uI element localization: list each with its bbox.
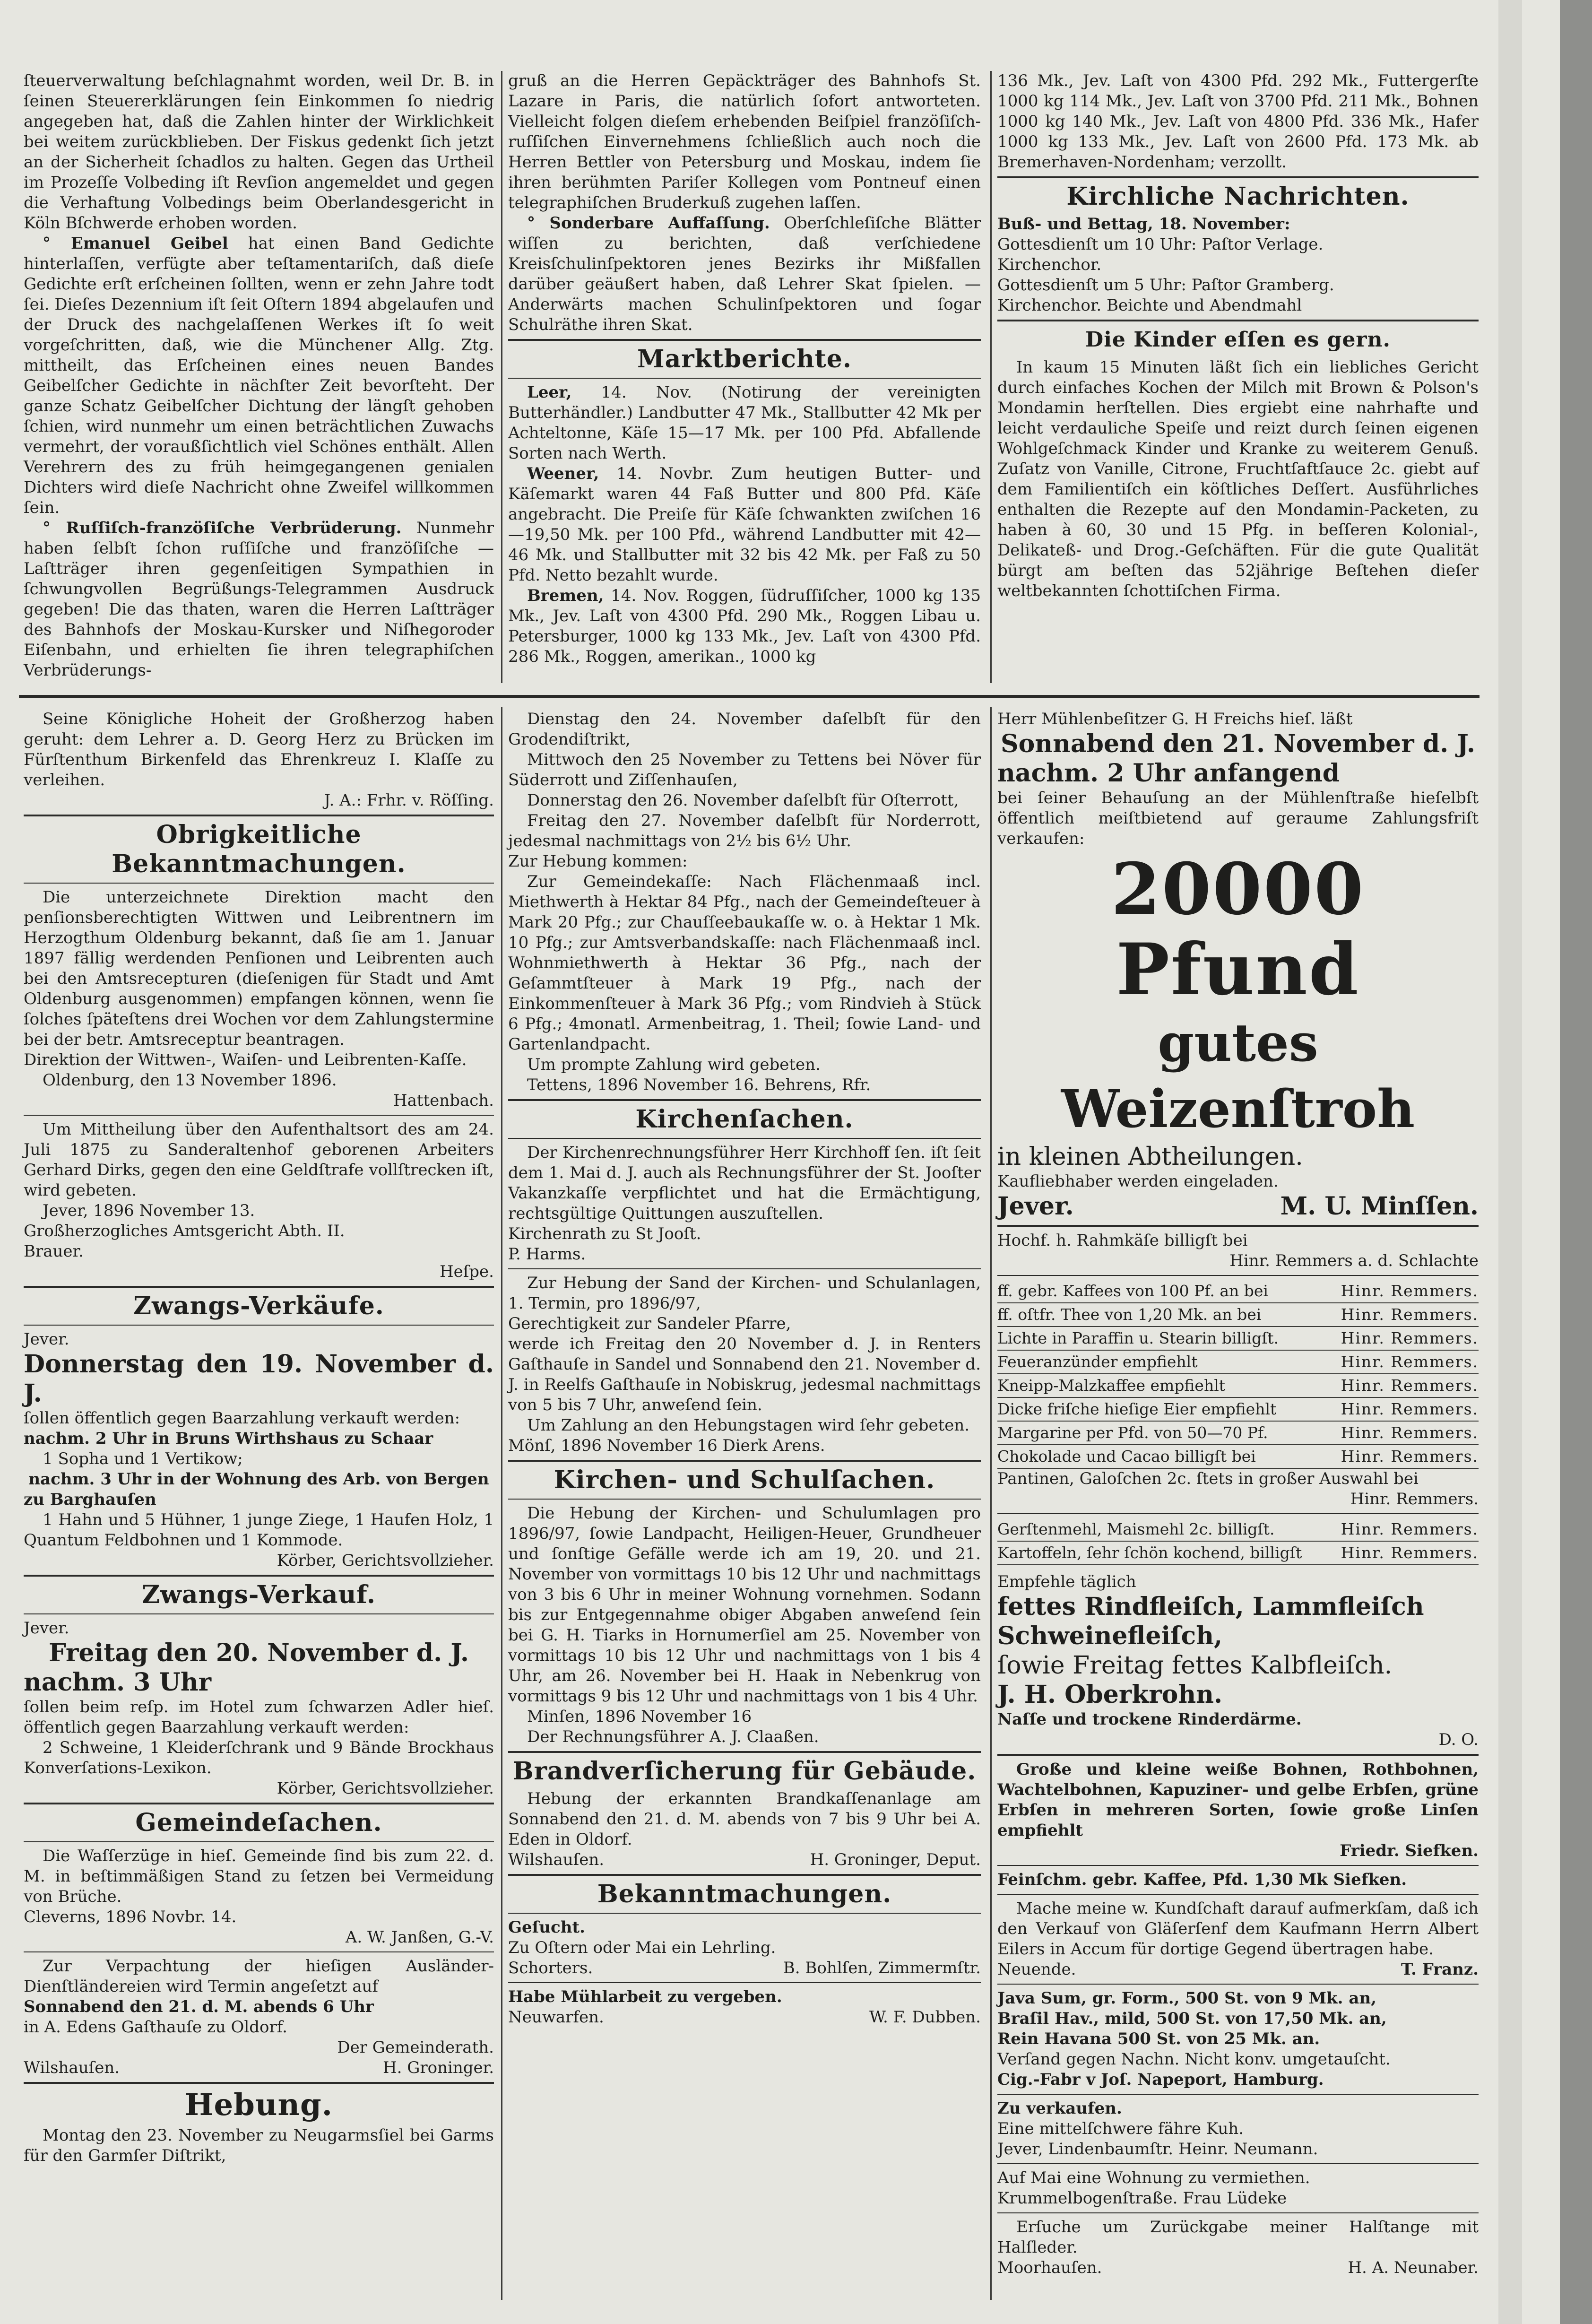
top-c2-p4 bbox=[508, 464, 981, 586]
top-c2-p0: gruß an die Herren Gepäckträger des Bahnhofs St. Lazare in Paris, die natürlich ſofort antworteten. Vielleicht folgen dieſem erhebenden Beiſpiel franzöſiſch-ruſſiſchen Einvernehmens ſchließlich auch noch die Herren Bettler von Petersburg und Moskau, indem ſie ihren berühmten Pariſer Kollegen vom Pontneuf einen telegraphiſchen Bruderkuß zugehen laſſen. bbox=[508, 71, 981, 212]
remmers-item: Dicke friſche hieſige Eier empfiehlt bbox=[997, 1400, 1277, 1418]
remmers-seller: Hinr. Remmers. bbox=[1341, 1305, 1479, 1324]
z1-items2: 1 Hahn und 5 Hühner, 1 junge Ziege, 1 Haufen Holz, 1 Quantum Feldbohnen und 1 Kommode. bbox=[24, 1510, 494, 1550]
s1-text: Die Hebung der Kirchen- und Schulumlagen pro 1896/97, ſowie Landpacht, Heiligen-Heuer, Grundheuer und ſonſtige Gefälle werde ich am 19, 20. und 21. November von vormittags 10 bis 12 Uhr und nachmittags von 3 bis 6 Uhr in meiner Wohnung vornehmen. Sodann bis zur Entgegennahme obiger Abgaben anweſend ſein bei G. H. Tiarks in Hornumerſiel am 25. November von vormittags 10 bis 12 Uhr und nachmittags von 1 bis 4 Uhr, am 26. November bei H. Haak in Nebenkrug von vormittags 9 bis 12 Uhr und nachmittags von 1 bis 4 Uhr. bbox=[508, 1504, 981, 1706]
k1-signature: P. Harms. bbox=[508, 1245, 586, 1264]
rule bbox=[24, 2082, 494, 2084]
m-name1: B. Bohlſen, Zimmermſtr. bbox=[783, 1959, 981, 1977]
remmers-seller: Hinr. Remmers. bbox=[1341, 1400, 1479, 1418]
meat-line3: ſowie Freitag fettes Kalbfleiſch. bbox=[997, 1651, 1393, 1680]
z1-signature: Körber, Gerichtsvollzieher. bbox=[277, 1551, 494, 1570]
remmers-row bbox=[997, 1398, 1479, 1422]
remmers-item: ff. oſtfr. Thee von 1,20 Mk. an bei bbox=[997, 1305, 1262, 1324]
g2-name: H. Groninger. bbox=[382, 2058, 494, 2077]
remmers-row bbox=[997, 1518, 1479, 1542]
pantinen-ad: Pantinen, Galoſchen 2c. ſtets in großer Auswahl bei bbox=[997, 1469, 1419, 1488]
remmers-row bbox=[997, 1542, 1479, 1565]
rule bbox=[508, 1982, 981, 1983]
dirks-date: Jever, 1896 November 13. bbox=[43, 1201, 255, 1220]
remmers-ads bbox=[997, 1280, 1479, 1469]
rule bbox=[24, 1613, 494, 1614]
beans-seller: Friedr. Siefken. bbox=[1340, 1841, 1479, 1860]
remmers-row bbox=[997, 1374, 1479, 1398]
section-divider bbox=[19, 695, 1480, 698]
sale-item: Eine mittelſchwere fähre Kuh. bbox=[997, 2119, 1244, 2138]
rule bbox=[508, 1499, 981, 1500]
straw-town: Jever. bbox=[997, 1192, 1074, 1221]
rule bbox=[24, 1286, 494, 1288]
straw-desc: bei ſeiner Behauſung an der Mühlenſtraße hieſelbſt öffentlich meiſtbietend auf geraume Zahlungsfriſt verkaufen: bbox=[997, 789, 1479, 848]
hebung-a1: Dienstag den 24. November daſelbſt für den Grodendiſtrikt, bbox=[508, 710, 981, 749]
column-divider bbox=[501, 707, 502, 2300]
g1-date: Cleverns, 1896 Novbr. 14. bbox=[24, 1908, 237, 1926]
remmers-seller: Hinr. Remmers. bbox=[1341, 1544, 1479, 1562]
heading-zwangs-verkaeufe: Zwangs-Verkäufe. bbox=[133, 1292, 384, 1320]
cigar-4: Verſand gegen Nachn. Nicht konv. umgetauſcht. bbox=[997, 2050, 1391, 2069]
top-c2-p4-text: 14. Novbr. Zum heutigen Butter- und Käſemarkt waren 44 Faß Butter und 800 Pfd. Käſe angebracht. Die Preiſe für Käſe ſchwankten zwiſchen 16—19,50 Mk. per 100 Pfd., während Landbutter mit 42—46 Mk. und Stallbutter mit 32 bis 42 Mk. per Faß zu 50 Pfd. Netto bezahlt wurde. bbox=[508, 464, 981, 585]
remmers-seller: Hinr. Remmers. bbox=[1341, 1353, 1479, 1371]
rule bbox=[997, 2094, 1479, 2095]
hebung-a5: Zur Hebung kommen: bbox=[508, 852, 688, 871]
rule bbox=[997, 1275, 1479, 1276]
remmers-row bbox=[997, 1280, 1479, 1303]
rule bbox=[508, 339, 981, 341]
remmers-item: ff. gebr. Kaffees von 100 Pf. an bei bbox=[997, 1282, 1268, 1300]
m-lehrling: Zu Oſtern oder Mai ein Lehrling. bbox=[508, 1938, 776, 1957]
rule bbox=[24, 1575, 494, 1577]
meat-line1: fettes Rindfleiſch, Lammfleiſch bbox=[997, 1592, 1424, 1621]
top-column-3 bbox=[997, 71, 1479, 601]
top-c2-p5 bbox=[508, 586, 981, 667]
rule bbox=[997, 2163, 1479, 2164]
remmers-item: Kartoffeln, ſehr ſchön kochend, billigſt bbox=[997, 1544, 1302, 1562]
return-town: Moorhauſen. bbox=[997, 2258, 1102, 2277]
z2-items: 2 Schweine, 1 Kleiderſchrank und 9 Bände Brockhaus Konverſations-Lexikon. bbox=[24, 1738, 494, 1778]
rule bbox=[997, 320, 1479, 321]
k2-text: Zur Hebung der Sand der Kirchen- und Schulanlagen, 1. Termin, pro 1896/97, bbox=[508, 1274, 981, 1313]
g1-text: Die Waſſerzüge in hieſ. Gemeinde ſind bis zum 22. d. M. in beſtimmäßigen Stand zu ſetzen bei Vermeidung von Brüche. bbox=[24, 1847, 494, 1906]
b1-text: Hebung der erkannten Brandkaſſenanlage am Sonnabend den 21. d. M. abends von 7 bis 9 Uhr bei A. Eden in Oldorf. bbox=[508, 1789, 981, 1849]
mustard-town: Neuende. bbox=[997, 1960, 1076, 1979]
top-c1-p2-lead: ° Ruſſiſch-franzöſiſche Verbrüderung. bbox=[43, 519, 402, 538]
remmers-seller: Hinr. Remmers. bbox=[1341, 1423, 1479, 1442]
rule bbox=[508, 1138, 981, 1139]
remmers-item: Lichte in Paraffin u. Stearin billigſt. bbox=[997, 1329, 1279, 1347]
rule bbox=[997, 1754, 1479, 1756]
z2-place: Jever. bbox=[24, 1619, 69, 1638]
top-c2-p3-lead: Leer, bbox=[527, 383, 572, 402]
top-c2-p5-text: 14. Nov. Roggen, ſüdruſſiſcher, 1000 kg 135 Mk., Jev. Laſt von 4300 Pfd. 290 Mk., Roggen Libau u. Petersburger, 1000 kg 133 Mk., Jev. Laſt von 4300 Pfd. 286 Mk., Roggen, amerikan., 1000 kg bbox=[508, 586, 981, 666]
top-c3-line5: Kirchenchor. Beichte und Abendmahl bbox=[997, 296, 1302, 315]
heading-marktberichte: Marktberichte. bbox=[637, 345, 852, 373]
top-c1-p1 bbox=[24, 234, 494, 518]
remmers-row bbox=[997, 1303, 1479, 1327]
pension-notice: Die unterzeichnete Direktion macht den penſionsberechtigten Wittwen und Leibrentnern im Herzogthum Oldenburg bekannt, daß ſie am 1. Januar 1897 fällig werdenden Penſionen und Leibrenten auch bei den Amtsrecepturen (dieſenigen für Stadt und Amt Oldenburg ausgenommen) empfangen können, wenn ſie ſolches ſpäteſtens drei Wochen vor dem Zahlungstermine bei der betr. Amtsreceptur beantragen. bbox=[24, 888, 494, 1049]
rule bbox=[997, 1984, 1479, 1985]
z1-intro: ſollen öffentlich gegen Baarzahlung verkauft werden: bbox=[24, 1409, 460, 1428]
heading-bekanntmachungen: Bekanntmachungen. bbox=[597, 1880, 892, 1908]
dirks-judge: Brauer. bbox=[24, 1242, 84, 1261]
rule bbox=[508, 378, 981, 379]
heading-kirchen-schulsachen: Kirchen- und Schulſachen. bbox=[554, 1466, 935, 1494]
heading-obrigkeitliche: Obrigkeitliche Bekanntmachungen. bbox=[112, 820, 406, 878]
m-footer2 bbox=[508, 2007, 981, 2028]
bottom-column-2 bbox=[508, 709, 981, 2028]
cheese-seller: Hinr. Remmers a. d. Schlachte bbox=[1229, 1251, 1479, 1270]
s1-signature: Der Rechnungsführer A. J. Claaßen. bbox=[527, 1727, 819, 1746]
z2-intro: ſollen beim reſp. im Hotel zum ſchwarzen Adler hieſ. öffentlich gegen Baarzahlung verkauft werden: bbox=[24, 1698, 494, 1737]
straw-invite: Kaufliebhaber werden eingeladen. bbox=[997, 1172, 1279, 1191]
page-margin bbox=[1498, 0, 1522, 2324]
heading-gemeindesachen: Gemeindeſachen. bbox=[135, 1808, 382, 1837]
top-c1-p2-text: Nunmehr haben ſelbſt ſchon ruſſiſche und franzöſiſche — Laſtträger ihren gegenſeitigen Sympathien in ſchwungvollen Begrüßungs-Telegrammen Ausdruck gegeben! Die das thaten, waren die Herren Laſtträger des Bahnhofs der Moskau-Kursker und Niſhegoroder Eiſenbahn, und erhielten ſie ihren telegraphiſchen Verbrüderungs- bbox=[24, 519, 494, 680]
return-footer bbox=[997, 2258, 1479, 2278]
z1-date: Donnerstag den 19. November d. J. bbox=[24, 1350, 494, 1408]
column-divider bbox=[990, 71, 992, 683]
dirks-court: Großherzogliches Amtsgericht Abth. II. bbox=[24, 1222, 345, 1240]
rule bbox=[508, 1268, 981, 1269]
beans-ad: Große und kleine weiße Bohnen, Rothbohnen, Wachtelbohnen, Kapuziner- und gelbe Erbſen, grüne Erbſen in mehreren Sorten, ſowie große Linſen empfiehlt bbox=[997, 1760, 1479, 1840]
rule bbox=[997, 1513, 1479, 1514]
pantinen-seller: Hinr. Remmers. bbox=[1350, 1490, 1479, 1509]
g2-text: Zur Verpachtung der hieſigen Ausländer-Dienſtländereien wird Termin angeſetzt auf bbox=[24, 1957, 494, 1996]
remmers-item: Chokolade und Cacao billigſt bei bbox=[997, 1447, 1256, 1466]
m-gesucht: Geſucht. bbox=[508, 1918, 585, 1937]
top-c1-p2 bbox=[24, 518, 494, 681]
mustard-seller: T. Franz. bbox=[1401, 1960, 1479, 1979]
return-name: H. A. Neunaber. bbox=[1348, 2258, 1479, 2277]
bottom-column-3 bbox=[997, 709, 1479, 2278]
meat-line2: Schweinefleiſch, bbox=[997, 1622, 1223, 1650]
k2-signature: Mönſ, 1896 November 16 Dierk Arens. bbox=[508, 1436, 825, 1455]
top-c1-p1-lead: ° Emanuel Geibel bbox=[43, 234, 228, 253]
cheese-ad: Hochf. h. Rahmkäſe billigſt bei bbox=[997, 1231, 1248, 1250]
remmers-row bbox=[997, 1351, 1479, 1374]
sale-seller: Jever, Lindenbaumſtr. Heinr. Neumann. bbox=[997, 2140, 1318, 2159]
z1-items1: 1 Sopha und 1 Vertikow; bbox=[43, 1449, 243, 1468]
rule bbox=[508, 1751, 981, 1753]
z1-place: Jever. bbox=[24, 1330, 69, 1349]
k1-text: Der Kirchenrechnungsführer Herr Kirchhoff ſen. iſt ſeit dem 1. Mai d. J. auch als Rechnungsführer der St. Jooſter Vakanzkaſſe verpflichtet und hat die Ermächtigung, rechtsgültige Quittungen auszuſtellen. bbox=[508, 1143, 981, 1223]
rule bbox=[24, 1325, 494, 1326]
top-c2-p4-lead: Weener, bbox=[527, 464, 599, 483]
straw-footer bbox=[997, 1192, 1479, 1221]
rule bbox=[997, 1225, 1479, 1227]
hebung-a6: Zur Gemeindekaſſe: Nach Flächenmaaß incl. Miethwerth à Hektar 84 Pfg., nach der Gemeindeſteuer à Mark 20 Pfg.; zur Chauſſeebaukaſſe w. o. à Hektar 1 Mk. 10 Pfg.; zur Amtsverbandskaſſe: nach Flächenmaaß incl. Wohnmiethwerth à Hektar 36 Pfg., nach der Geſammtſteuer à Mark 19 Pfg., nach der Einkommenſteuer à Mark 36 Pfg.; vom Rindvieh à Stück 6 Pfg.; 4monatl. Armenbeitrag, 1. Theil; ſowie Land- und Gartenlandpacht. bbox=[508, 872, 981, 1054]
b1-name: H. Groninger, Deput. bbox=[810, 1850, 981, 1869]
scan-edge bbox=[1560, 0, 1592, 2324]
meat-extra: Naſſe und trockene Rinderdärme. bbox=[997, 1710, 1302, 1729]
straw-date: Sonnabend den 21. November d. J. nachm. 2 Uhr anfangend bbox=[997, 729, 1475, 788]
pension-direction: Direktion der Wittwen-, Waiſen- und Leibrenten-Kaſſe. bbox=[24, 1050, 467, 1069]
top-c3-p0: 136 Mk., Jev. Laſt von 4300 Pfd. 292 Mk., Futtergerſte 1000 kg 114 Mk., Jev. Laſt von 3700 Pfd. 211 Mk., Bohnen 1000 kg 140 Mk., Jev. Laſt von 4800 Pfd. 336 Mk., Hafer 1000 kg 133 Mk., Jev. Laſt von 2600 Pfd. 173 Mk. ab Bremerhaven-Nordenham; verzollt. bbox=[997, 71, 1479, 172]
royal-notice-signature: J. A.: Frhr. v. Röſſing. bbox=[324, 791, 494, 810]
bottom-column-1 bbox=[24, 709, 494, 2166]
m-name2: W. F. Dubben. bbox=[869, 2008, 981, 2027]
top-c3-mondamin: In kaum 15 Minuten läßt ſich ein liebliches Gericht durch einfaches Kochen der Milch mit Brown & Polson's Mondamin herſtellen. Dies ergiebt eine nahrhafte und leicht verdauliche Speiſe und reizt durch ſeinen eigenen Wohlgeſchmack Kinder und Kranke zu weiterem Genuß. Zuſatz von Vanille, Citrone, Fruchtſaftſauce 2c. giebt auf dem Familientiſch ein köſtliches Deſſert. Ausführliches enthalten die Rezepte auf den Mondamin-Packeten, zu haben à 60, 30 und 15 Pfg. in beſſeren Kolonial-, Delikateß- und Drog.-Geſchäften. Für die gute Qualität bürgt am beſten das 52jährige Beſtehen dieſer weltbekannten ſchottiſchen Firma. bbox=[997, 358, 1479, 600]
top-c2-p3-text: 14. Nov. (Notirung der vereinigten Butterhändler.) Landbutter 47 Mk., Stallbutter 42 Mk per Achteltonne, Käſe 15—17 Mk. per 100 Pfd. Abfallende Sorten nach Werth. bbox=[508, 383, 981, 463]
remmers-item: Margarine per Pfd. von 50—70 Pf. bbox=[997, 1423, 1268, 1442]
rule bbox=[508, 1460, 981, 1462]
rule bbox=[997, 1894, 1479, 1895]
heading-kirchliche-nachrichten: Kirchliche Nachrichten. bbox=[1066, 182, 1410, 211]
rule bbox=[997, 1865, 1479, 1866]
top-c3-line4: Gottesdienſt um 5 Uhr: Paſtor Gramberg. bbox=[997, 276, 1334, 295]
remmers-seller: Hinr. Remmers. bbox=[1341, 1520, 1479, 1538]
rule bbox=[24, 1803, 494, 1804]
rule bbox=[24, 1841, 494, 1842]
rule bbox=[508, 1874, 981, 1876]
g2-town: Wilshauſen. bbox=[24, 2058, 120, 2077]
rule bbox=[24, 815, 494, 816]
hebung-text: Montag den 23. November zu Neugarmsſiel bei Garms für den Garmſer Diſtrikt, bbox=[24, 2126, 494, 2165]
z2-signature: Körber, Gerichtsvollzieher. bbox=[277, 1779, 494, 1798]
b1-footer bbox=[508, 1850, 981, 1870]
s1-date: Minſen, 1896 November 16 bbox=[527, 1707, 752, 1726]
flat-ad: Auf Mai eine Wohnung zu vermiethen. bbox=[997, 2168, 1310, 2187]
top-c2-p1 bbox=[508, 213, 981, 335]
mustard-ad: Mache meine w. Kundſchaft darauf aufmerkſam, daß ich den Verkauf von Gläſerſenf dem Kaufmann Herrn Albert Eilers in Accum für dortige Gegend übertragen habe. bbox=[997, 1899, 1479, 1959]
k2-body: werde ich Freitag den 20 November d. J. in Renters Gaſthauſe in Sandel und Sonnabend den 21. November d. J. in Reelfs Gaſthauſe in Nobiskrug, jedesmal nachmittags von 5 bis 7 Uhr, anweſend ſein. bbox=[508, 1335, 981, 1414]
g2-footer bbox=[24, 2058, 494, 2078]
rule bbox=[508, 1099, 981, 1101]
rule bbox=[24, 1951, 494, 1952]
remmers-seller: Hinr. Remmers. bbox=[1341, 1447, 1479, 1466]
remmers-seller: Hinr. Remmers. bbox=[1341, 1282, 1479, 1300]
column-divider bbox=[501, 71, 502, 683]
k2-request: Um Zahlung an den Hebungstagen wird ſehr gebeten. bbox=[527, 1416, 970, 1435]
meat-intro: Empfehle täglich bbox=[997, 1572, 1136, 1591]
top-c3-line2: Gottesdienſt um 10 Uhr: Paſtor Verlage. bbox=[997, 235, 1324, 254]
top-c2-p5-lead: Bremen, bbox=[527, 586, 604, 605]
m-town2: Neuwarfen. bbox=[508, 2008, 604, 2027]
coffee-ad: Feinſchm. gebr. Kaffee, Pfd. 1,30 Mk Siefken. bbox=[997, 1870, 1407, 1889]
mustard-footer bbox=[997, 1960, 1479, 1980]
z1-time1: nachm. 2 Uhr in Bruns Wirthshaus zu Schaar bbox=[24, 1429, 433, 1448]
meat-initials: D. O. bbox=[1438, 1730, 1479, 1749]
cigar-3: Rein Havana 500 St. von 25 Mk. an. bbox=[997, 2029, 1320, 2048]
dirks-clerk: Heſpe. bbox=[439, 1262, 494, 1281]
top-c3-line1: Buß- und Bettag, 18. November: bbox=[997, 215, 1290, 234]
k1-council: Kirchenrath zu St Jooſt. bbox=[508, 1224, 701, 1243]
return-ad: Erſuche um Zurückgabe meiner Halſtange mit Halſleder. bbox=[997, 2218, 1479, 2257]
m-town1: Schorters. bbox=[508, 1959, 593, 1977]
b1-town: Wilshauſen. bbox=[508, 1850, 605, 1869]
hebung-a7: Um prompte Zahlung wird gebeten. bbox=[527, 1055, 821, 1074]
remmers-item: Gerſtenmehl, Maismehl 2c. billigſt. bbox=[997, 1520, 1275, 1538]
remmers-row bbox=[997, 1445, 1479, 1469]
z1-time2: nachm. 3 Uhr in der Wohnung des Arb. von Bergen zu Barghauſen bbox=[24, 1470, 489, 1509]
g2-council: Der Gemeinderath. bbox=[337, 2038, 494, 2057]
top-column-1 bbox=[24, 71, 494, 681]
remmers-row bbox=[997, 1327, 1479, 1351]
cigar-2: Braſil Hav., mild, 500 St. von 17,50 Mk. an, bbox=[997, 2009, 1387, 2028]
heading-hebung: Hebung. bbox=[184, 2087, 333, 2123]
hebung-a2: Mittwoch den 25 November zu Tettens bei Növer für Süderrott und Ziſſenhauſen, bbox=[508, 750, 981, 789]
cigar-5: Cig.-Fabr v Joſ. Napeport, Hamburg. bbox=[997, 2070, 1324, 2089]
royal-notice: Seine Königliche Hoheit der Großherzog haben geruht: dem Lehrer a. D. Georg Herz zu Brücken im Fürſtenthum Birkenfeld das Ehrenkreuz I. Klaſſe zu verleihen. bbox=[24, 710, 494, 789]
remmers-item: Feueranzünder empfiehlt bbox=[997, 1353, 1198, 1371]
z2-date: Freitag den 20. November d. J. nachm. 3 Uhr bbox=[24, 1639, 469, 1697]
g2-date: Sonnabend den 21. d. M. abends 6 Uhr bbox=[24, 1997, 374, 2016]
straw-product: gutes Weizenſtroh bbox=[1061, 1012, 1415, 1139]
rule bbox=[508, 1913, 981, 1914]
meat-seller: J. H. Oberkrohn. bbox=[997, 1680, 1223, 1709]
straw-intro: Herr Mühlenbeſitzer G. H Freichs hieſ. läßt bbox=[997, 710, 1353, 728]
hebung-a4: Freitag den 27. November daſelbſt für Norderrott, jedesmal nachmittags von 2½ bis 6½ Uhr. bbox=[508, 811, 981, 850]
straw-seller: M. U. Minſſen. bbox=[1280, 1192, 1479, 1221]
g1-signature: A. W. Janßen, G.-V. bbox=[345, 1928, 494, 1947]
remmers-seller: Hinr. Remmers. bbox=[1341, 1376, 1479, 1395]
heading-kirchensachen: Kirchenſachen. bbox=[635, 1105, 854, 1134]
remmers-row bbox=[997, 1422, 1479, 1445]
straw-lots: in kleinen Abtheilungen. bbox=[997, 1143, 1303, 1171]
rule bbox=[997, 176, 1479, 178]
top-c2-p1-text: Oberſchleſiſche Blätter wiſſen zu berichten, daß verſchiedene Kreisſchulinſpektoren jenes Bezirks ihr Mißfallen darüber geäußert haben, daß Lehrer Skat ſpielen. — Anderwärts machen Schulinſpektoren und ſogar Schulräthe ihren Skat. bbox=[508, 214, 981, 334]
g2-place: in A. Edens Gaſthauſe zu Oldorf. bbox=[24, 2018, 287, 2037]
straw-amount: 20000 Pfund bbox=[1111, 848, 1365, 1011]
pension-signature: Hattenbach. bbox=[393, 1091, 494, 1110]
heading-kinder-essen: Die Kinder eſſen es gern. bbox=[1085, 328, 1391, 352]
remmers-item: Kneipp-Malzkaffee empfiehlt bbox=[997, 1376, 1226, 1395]
heading-zwangs-verkauf: Zwangs-Verkauf. bbox=[142, 1580, 376, 1609]
hebung-a3: Donnerstag den 26. November daſelbſt für Oſterrott, bbox=[527, 791, 959, 810]
remmers-seller: Hinr. Remmers. bbox=[1341, 1329, 1479, 1347]
sale-head: Zu verkaufen. bbox=[997, 2099, 1122, 2118]
top-c1-p1-text: hat einen Band Gedichte hinterlaſſen, verfügte aber teſtamentariſch, daß dieſe Gedichte erſt erſcheinen ſollten, wenn er zehn Jahre todt ſei. Dieſes Dezennium iſt ſeit Oſtern 1894 abgelaufen und der Druck des nachgelaſſenen Werkes iſt ſo weit vorgeſchritten, daß, wie die Münchener Allg. Ztg. mittheilt, das Erſcheinen eines neuen Bandes Geibelſcher Gedichte in nächſter Zeit bevorſteht. Der ganze Schatz Geibelſcher Dichtung der längſt gehoben ſchien, wird nunmehr um einen beträchtlichen Zuwachs vermehrt, der voraußſichtlich viel Schönes enthält. Allen Verehrern des zu früh heimgegangenen genialen Dichters wird dieſe Nachricht ohne Zweifel willkommen ſein. bbox=[24, 234, 494, 517]
rule bbox=[997, 2212, 1479, 2213]
rule bbox=[24, 1115, 494, 1116]
hebung-a8: Tettens, 1896 November 16. Behrens, Rfr. bbox=[527, 1075, 871, 1094]
rule bbox=[24, 883, 494, 884]
m-footer1 bbox=[508, 1958, 981, 1978]
m-muehlarbeit: Habe Mühlarbeit zu vergeben. bbox=[508, 1987, 782, 2006]
heading-brandversicherung: Brandverſicherung für Gebäude. bbox=[512, 1757, 977, 1786]
column-divider bbox=[990, 707, 992, 2300]
remmers-ads-2 bbox=[997, 1518, 1479, 1565]
pension-date: Oldenburg, den 13 November 1896. bbox=[43, 1071, 337, 1090]
flat-seller: Krummelbogenſtraße. Frau Lüdeke bbox=[997, 2189, 1287, 2208]
top-column-2 bbox=[508, 71, 981, 667]
dirks-notice: Um Mittheilung über den Aufenthaltsort des am 24. Juli 1875 zu Sanderaltenhof geborenen Arbeiters Gerhard Dirks, gegen den eine Geldſtrafe vollſtrecken iſt, wird gebeten. bbox=[24, 1120, 494, 1200]
top-c1-p0: ſteuerverwaltung beſchlagnahmt worden, weil Dr. B. in ſeinen Steuererklärungen ſein Einkommen ſo niedrig angegeben hat, daß die Zahlen hinter der Wirklichkeit bei weitem zurückblieben. Der Fiskus gedenkt ſich jetzt an der Sicherheit ſchadlos zu halten. Gegen das Urtheil im Prozeſſe Volbeding iſt Revſion angemeldet und gegen die Verhaftung Volbedings beim Oberlandesgericht in Köln Bſchwerde erhoben worden. bbox=[24, 71, 494, 233]
top-c3-line3: Kirchenchor. bbox=[997, 255, 1102, 274]
k2-sub: Gerechtigkeit zur Sandeler Pfarre, bbox=[508, 1314, 791, 1333]
cigar-1: Java Sum, gr. Form., 500 St. von 9 Mk. an, bbox=[997, 1989, 1376, 2008]
top-c2-p1-lead: ° Sonderbare Auffaſſung. bbox=[527, 214, 770, 233]
top-c2-p3 bbox=[508, 382, 981, 464]
